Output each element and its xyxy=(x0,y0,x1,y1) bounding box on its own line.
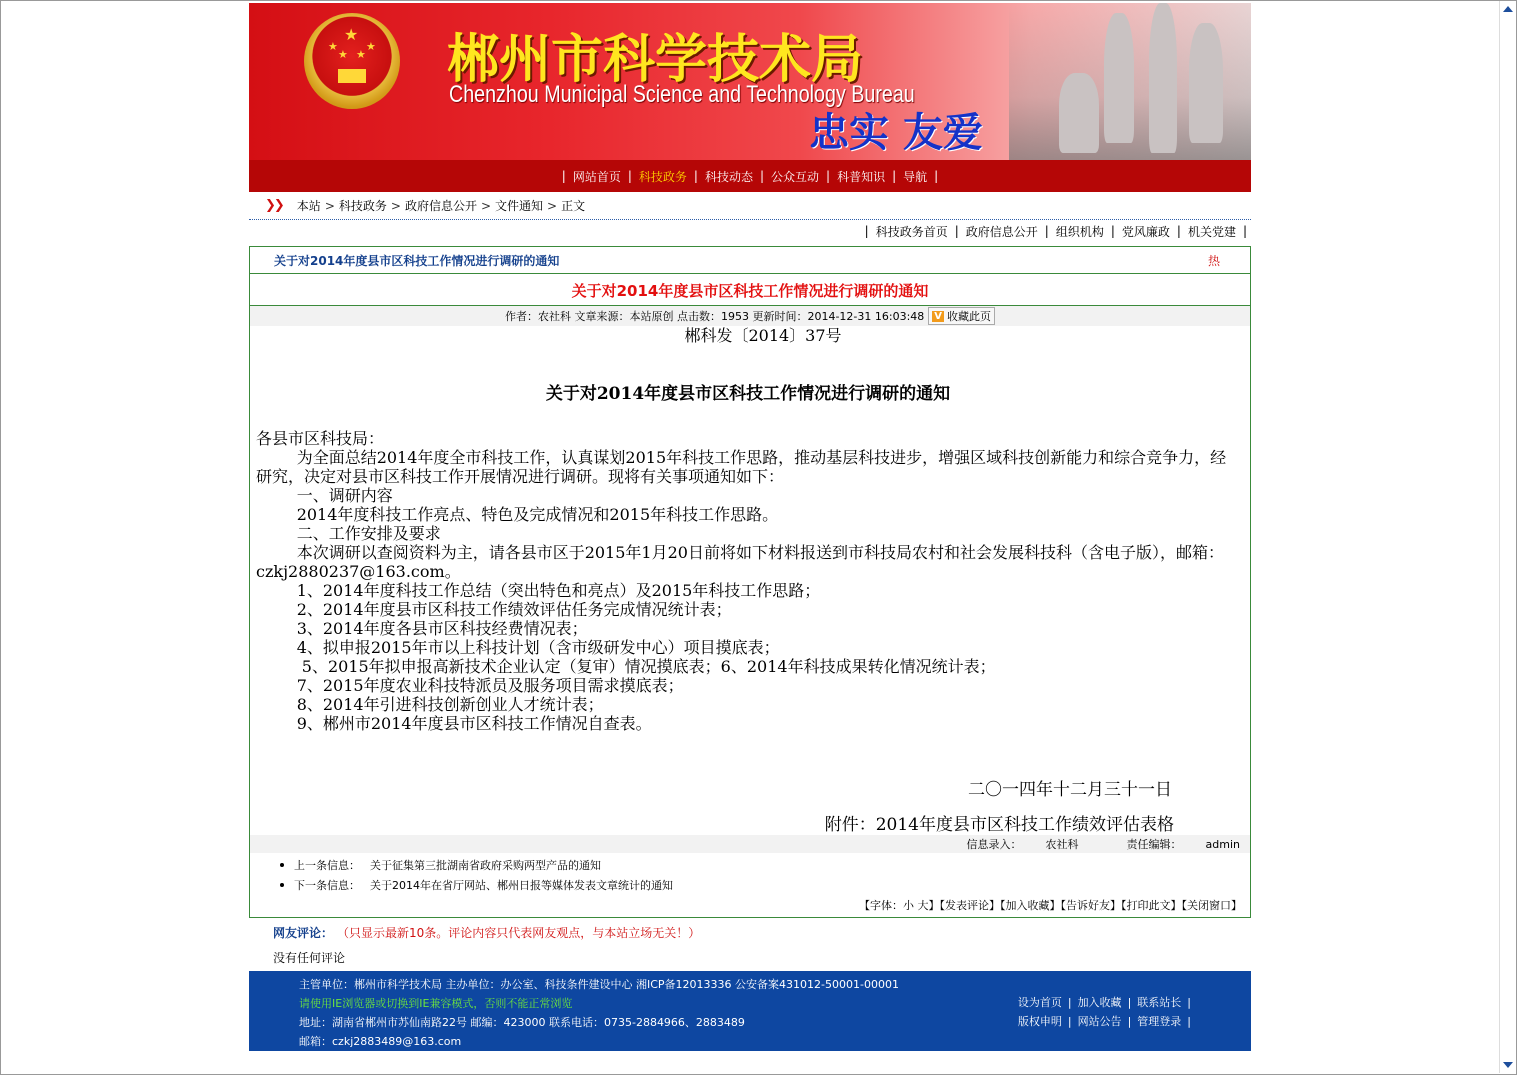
footer-email: 邮箱：czkj2883489@163.com xyxy=(299,1035,462,1048)
statue-image xyxy=(1009,3,1251,160)
article-title: 关于对2014年度县市区科技工作情况进行调研的通知 xyxy=(250,274,1250,306)
breadcrumb xyxy=(249,192,1251,220)
nav-separator: | xyxy=(892,169,897,183)
article-paragraph: 4、拟申报2015年市以上科技计划（含市级研发中心）项目摸底表； xyxy=(256,638,780,657)
box-title: 关于对2014年度县市区科技工作情况进行调研的通知 xyxy=(274,253,560,268)
article-content xyxy=(250,326,1250,835)
footer-links xyxy=(1012,993,1191,1031)
editor-info xyxy=(250,835,1250,853)
sub-nav xyxy=(249,220,1251,242)
breadcrumb-item[interactable]: 文件通知 xyxy=(495,199,544,213)
prev-item xyxy=(280,855,1250,875)
footer-link[interactable]: 版权申明 xyxy=(1017,1015,1062,1028)
nav-separator: | xyxy=(826,169,831,183)
article-paragraph: 1、2014年度科技工作总结（突出特色和亮点）及2015年科技工作思路； xyxy=(256,581,821,600)
article-paragraph: 2014年度科技工作亮点、特色及完成情况和2015年科技工作思路。 xyxy=(256,505,779,524)
vertical-scrollbar[interactable] xyxy=(1499,1,1516,1073)
nav-item[interactable]: 科技动态 xyxy=(704,169,753,184)
footer-link[interactable]: 加入收藏 xyxy=(1077,996,1122,1009)
prev-next-nav xyxy=(250,853,1250,895)
article-paragraph: 本次调研以查阅资料为主，请各县市区于2015年1月20日前将如下材料报送到市科技局农村和社会发展科技科（含电子版），邮箱：czkj2880237@163.com。 xyxy=(256,543,1224,581)
nav-item[interactable]: 导航 xyxy=(903,169,928,184)
source-value: 本站原创 xyxy=(629,310,674,323)
document-title: 关于对2014年度县市区科技工作情况进行调研的通知 xyxy=(545,384,951,404)
footer-link-separator: | xyxy=(1127,996,1132,1009)
footer-link-separator: | xyxy=(1187,996,1191,1009)
nav-separator: | xyxy=(934,169,939,183)
footer-link-separator: | xyxy=(1127,1015,1132,1028)
article-paragraph: 2、2014年度县市区科技工作绩效评估任务完成情况统计表； xyxy=(256,600,732,619)
updated-label: 更新时间： xyxy=(752,310,808,323)
article-meta xyxy=(250,306,1250,326)
next-item xyxy=(280,875,1250,895)
source-label: 文章来源： xyxy=(574,310,630,323)
hot-badge: 热 xyxy=(1207,253,1220,268)
nav-item[interactable]: 公众互动 xyxy=(771,169,820,184)
subnav-item[interactable]: 政府信息公开 xyxy=(965,224,1038,239)
document-date: 二〇一四年十二月三十一日 xyxy=(968,780,1172,800)
main-nav xyxy=(249,160,1251,192)
site-footer xyxy=(249,971,1251,1051)
prev-label: 上一条信息： xyxy=(294,859,360,872)
article-paragraph: 5、2015年拟申报高新技术企业认定（复审）情况摸底表；6、2014年科技成果转化情况统计表； xyxy=(256,657,996,676)
bookmark-label: 收藏此页 xyxy=(947,310,992,323)
nav-item[interactable]: 科技政务 xyxy=(638,169,687,184)
nav-separator: | xyxy=(627,169,632,183)
breadcrumb-item: 正文 xyxy=(561,199,586,213)
footer-browser-warning: 请使用IE浏览器或切换到IE兼容模式，否则不能正常浏览 xyxy=(299,997,573,1010)
subnav-separator: | xyxy=(1110,224,1115,238)
editor-label: 责任编辑： xyxy=(1126,838,1182,851)
updated-value: 2014-12-31 16:03:48 xyxy=(807,309,925,323)
footer-link[interactable]: 设为首页 xyxy=(1017,996,1062,1009)
breadcrumb-item[interactable]: 本站 xyxy=(296,199,321,213)
nav-separator: | xyxy=(693,169,698,183)
comments-note: （只显示最新10条。评论内容只代表网友观点，与本站立场无关！） xyxy=(337,925,701,940)
article-paragraph: 9、郴州市2014年度县市区科技工作情况自查表。 xyxy=(256,714,652,733)
input-by-value: 农社科 xyxy=(1045,838,1079,851)
site-banner xyxy=(249,3,1251,160)
breadcrumb-separator: > xyxy=(547,198,558,213)
subnav-item[interactable]: 党风廉政 xyxy=(1121,224,1170,239)
article-box xyxy=(249,246,1251,918)
breadcrumb-item[interactable]: 科技政务 xyxy=(338,199,387,213)
footer-link[interactable]: 网站公告 xyxy=(1077,1015,1122,1028)
breadcrumb-separator: > xyxy=(324,198,335,213)
author-label: 作者： xyxy=(504,310,538,323)
document-number: 郴科发〔2014〕37号 xyxy=(684,326,842,345)
scroll-up-icon[interactable] xyxy=(1500,1,1516,17)
subnav-item[interactable]: 机关党建 xyxy=(1187,224,1236,239)
site-title: 郴州市科学技术局 xyxy=(447,30,864,90)
comments-empty: 没有任何评论 xyxy=(273,950,346,965)
footer-link-separator: | xyxy=(1067,1015,1072,1028)
footer-link-separator: | xyxy=(1067,996,1072,1009)
site-slogan: 忠实 友爱 xyxy=(809,110,983,156)
attachment-link[interactable]: 附件：2014年度县市区科技工作绩效评估表格 xyxy=(824,815,1174,835)
subnav-separator: | xyxy=(1242,224,1247,238)
bookmark-button[interactable] xyxy=(928,307,995,325)
comments-header xyxy=(249,918,1251,946)
double-arrow-icon: ❯❯ xyxy=(265,198,283,213)
page xyxy=(249,3,1251,1051)
footer-address: 地址：湖南省郴州市苏仙南路22号 邮编：423000 联系电话：0735-2884966、2883489 xyxy=(299,1016,745,1029)
national-emblem-icon: ★ ★ ★ ★ ★ xyxy=(304,13,400,109)
prev-link[interactable]: 关于征集第三批湖南省政府采购两型产品的通知 xyxy=(370,859,601,872)
author-value: 农社科 xyxy=(537,310,571,323)
subnav-separator: | xyxy=(864,224,869,238)
article-paragraph: 8、2014年引进科技创新创业人才统计表； xyxy=(256,695,604,714)
breadcrumb-separator: > xyxy=(390,198,401,213)
next-label: 下一条信息： xyxy=(294,879,360,892)
subnav-item[interactable]: 组织机构 xyxy=(1055,224,1104,239)
article-paragraph: 二、工作安排及要求 xyxy=(256,524,441,543)
breadcrumb-item[interactable]: 政府信息公开 xyxy=(404,199,477,213)
article-body xyxy=(256,429,1240,733)
editor-value: admin xyxy=(1205,838,1240,851)
clicks-label: 点击数： xyxy=(676,310,721,323)
scroll-down-icon[interactable] xyxy=(1500,1057,1516,1073)
comments-title: 网友评论： xyxy=(273,925,334,940)
nav-separator: | xyxy=(561,169,566,183)
article-paragraph: 各县市区科技局： xyxy=(256,429,385,448)
next-link[interactable]: 关于2014年在省厅网站、郴州日报等媒体发表文章统计的通知 xyxy=(370,879,673,892)
footer-link[interactable]: 管理登录 xyxy=(1137,1015,1182,1028)
bookmark-icon: V xyxy=(934,310,943,322)
input-by-label: 信息录入： xyxy=(966,838,1022,851)
article-tools[interactable]: 【字体：小 大】【发表评论】【加入收藏】【告诉好友】【打印此文】【关闭窗口】 xyxy=(859,899,1242,912)
subnav-separator: | xyxy=(1044,224,1049,238)
nav-item[interactable]: 科普知识 xyxy=(837,169,886,184)
nav-item[interactable]: 网站首页 xyxy=(572,169,621,184)
article-paragraph: 3、2014年度各县市区科技经费情况表； xyxy=(256,619,588,638)
subnav-separator: | xyxy=(1176,224,1181,238)
bullet-icon xyxy=(280,863,284,867)
clicks-value: 1953 xyxy=(720,309,749,323)
bullet-icon xyxy=(280,883,284,887)
article-paragraph: 为全面总结2014年度全市科技工作，认真谋划2015年科技工作思路，推动基层科技进步，增强区域科技创新能力和综合竞争力，经研究，决定对县市区科技工作开展情况进行调研。现将有关事项通知如下： xyxy=(256,448,1227,486)
footer-sponsor: 主管单位：郴州市科学技术局 主办单位：办公室、科技条件建设中心 湘ICP备12013336 公安备案431012-50001-00001 xyxy=(299,978,899,991)
site-title-english: Chenzhou Municipal Science and Technology Bureau xyxy=(449,81,915,108)
footer-link[interactable]: 联系站长 xyxy=(1137,996,1182,1009)
article-paragraph: 7、2015年度农业科技特派员及服务项目需求摸底表； xyxy=(256,676,684,695)
subnav-separator: | xyxy=(954,224,959,238)
article-paragraph: 一、调研内容 xyxy=(256,486,393,505)
nav-separator: | xyxy=(759,169,765,183)
article-box-header xyxy=(250,247,1250,274)
footer-link-separator: | xyxy=(1187,1015,1191,1028)
breadcrumb-separator: > xyxy=(480,198,492,213)
subnav-item[interactable]: 科技政务首页 xyxy=(875,224,948,239)
